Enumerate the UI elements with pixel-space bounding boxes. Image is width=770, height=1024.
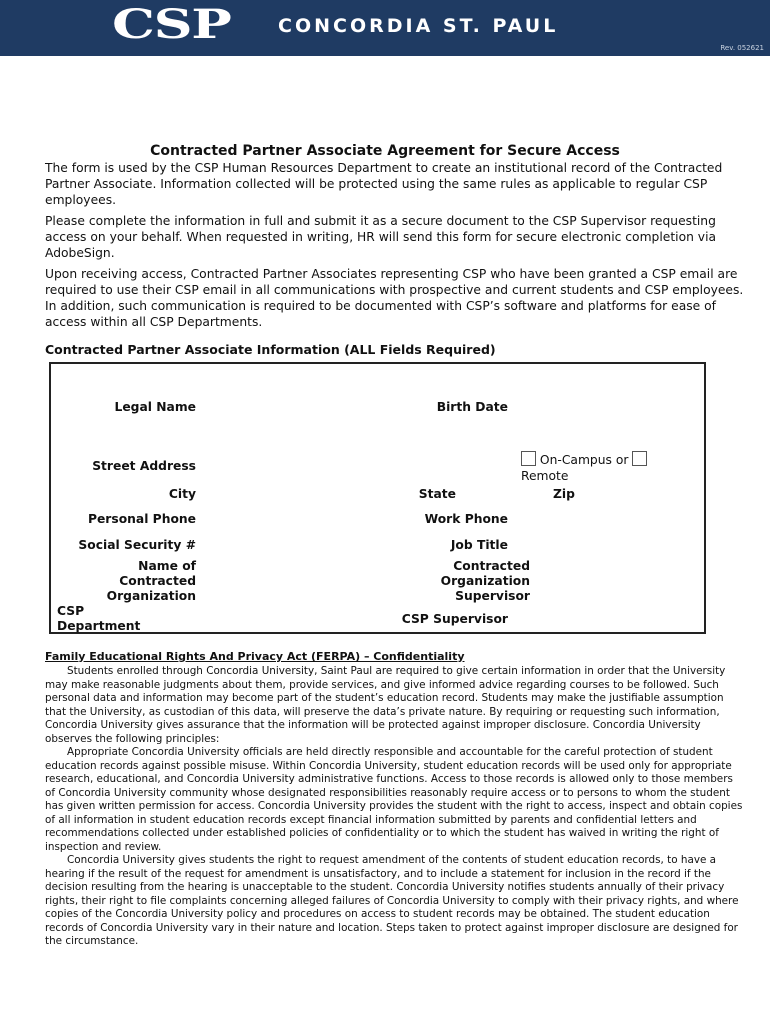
college-name: CONCORDIA ST. PAUL bbox=[278, 15, 559, 37]
street-address-label: Street Address bbox=[92, 459, 196, 473]
work-phone-label: Work Phone bbox=[424, 512, 508, 526]
remote-checkbox[interactable] bbox=[632, 451, 647, 466]
intro-paragraph-1: The form is used by the CSP Human Resources Department to create an institutional record of the Contracted Partner Associate. Information collected will be protected using the same rules as applicable to regular CSP employees. bbox=[45, 161, 723, 207]
zip-label: Zip bbox=[553, 487, 575, 501]
intro-paragraph-2: Please complete the information in full and submit it as a secure document to the CSP Supervisor requesting access on your behalf. When requested in writing, HR will send this form for secure electronic completion via AdobeSign. bbox=[45, 214, 717, 260]
ferpa-body bbox=[45, 665, 745, 949]
ferpa-heading: Family Educational Rights And Privacy Act (FERPA) – Confidentiality bbox=[45, 650, 465, 663]
revision-label: Rev. 052621 bbox=[720, 44, 764, 52]
work-location-options bbox=[521, 451, 661, 484]
ssn-label: Social Security # bbox=[78, 538, 196, 552]
csp-department-label: CSP Department bbox=[57, 604, 141, 633]
on-campus-label: On-Campus or bbox=[539, 453, 629, 467]
state-label: State bbox=[418, 487, 456, 501]
on-campus-checkbox[interactable] bbox=[521, 451, 536, 466]
csp-supervisor-label: CSP Supervisor bbox=[401, 612, 508, 626]
page-title: Contracted Partner Associate Agreement for Secure Access bbox=[150, 143, 620, 159]
ferpa-paragraph-1: Students enrolled through Concordia University, Saint Paul are required to give certain information in order that the University may make reasonable judgments about them, provide services, and give informed advice regarding courses to be followed. Such personal data and information may become part of the student’s education record. Students may make the justifiable assumption that the University, as custodian of this data, will preserve the data’s private nature. By requiring or requesting such information, Concordia University gives assurance that the information will be protected against improper disclosure. Concordia University observes the following principles: bbox=[45, 665, 726, 745]
job-title-label: Job Title bbox=[450, 538, 508, 552]
remote-label: Remote bbox=[521, 469, 569, 483]
personal-phone-label: Personal Phone bbox=[87, 512, 196, 526]
header-banner bbox=[0, 0, 770, 56]
csp-logo: CSP bbox=[112, 1, 231, 48]
city-label: City bbox=[168, 487, 196, 501]
ferpa-paragraph-3: Concordia University gives students the right to request amendment of the contents of student education records, to have a hearing if the result of the request for amendment is unsatisfactory, and to include a statement for inclusion in the record if the decision resulting from the hearing is unacceptable to the student. Concordia University notifies students annually of their privacy rights, their right to file complaints concerning alleged failures of Concordia University to comply with their privacy rights, and where copies of the Concordia University policy and procedures on access to student records may be obtained. The student education records of Concordia University vary in their nature and location. Steps taken to protect against improper disclosure are designed for the circumstance. bbox=[45, 854, 739, 947]
org-supervisor-label: Contracted Organization Supervisor bbox=[440, 559, 530, 603]
intro-paragraph-3: Upon receiving access, Contracted Partner Associates representing CSP who have been granted a CSP email are required to use their CSP email in all communications with prospective and current students and CSP employees. In addition, such communication is required to be documented with CSP’s software and platforms for ease of access within all CSP Departments. bbox=[45, 267, 744, 329]
ferpa-paragraph-2: Appropriate Concordia University officials are held directly responsible and accountable for the careful protection of student education records against possible misuse. Within Concordia University, student education records will be used only for appropriate research, educational, and Concordia University administrative functions. Access to those records is allowed only to those members of Concordia University community whose designated responsibilities reasonably require access or to persons to whom the student has given written permission for access. Concordia University provides the student with the right to access, inspect and obtain copies of all information in student education records except financial information submitted by parents and confidential letters and recommendations collected under established policies of confidentiality or to which the student has waived in writing the right of inspection and review. bbox=[45, 746, 743, 853]
org-name-label: Name of Contracted Organization bbox=[106, 559, 196, 603]
birth-date-label: Birth Date bbox=[436, 400, 508, 414]
legal-name-label: Legal Name bbox=[114, 400, 196, 414]
section-title: Contracted Partner Associate Information (ALL Fields Required) bbox=[45, 342, 496, 357]
